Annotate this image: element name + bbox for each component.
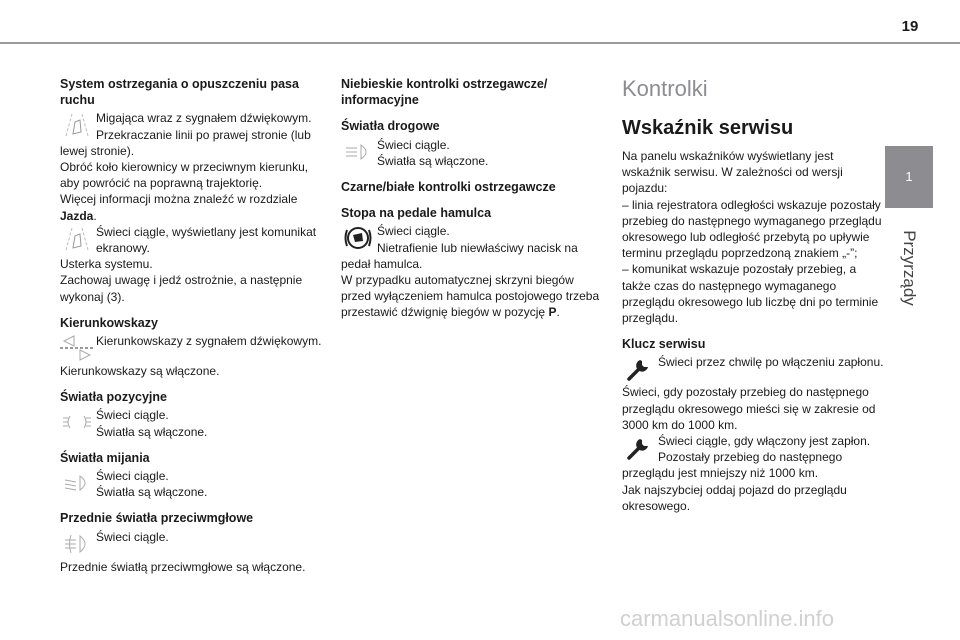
lane-departure-line-4 — [60, 191, 322, 223]
lane-departure-icon — [60, 224, 94, 254]
side-lights-line-2: Światła są włączone. — [96, 424, 208, 439]
lane-departure-line-3: Obróć koło kierownicy w przeciwnym kierunku, aby powrócić na poprawną trajektorię. — [60, 160, 309, 191]
service-bullet-2: – komunikat wskazuje pozostały przebieg, a także czas do następnego wymaganego przeglądu okresowego lub liczbę dni po terminie przeglądu. — [622, 262, 879, 326]
ref-chapter[interactable]: Jazda — [60, 208, 94, 223]
ref-text: Więcej informacji można znaleźć w rozdziale — [60, 192, 298, 207]
fog-lights-line-1: Świeci ciągle. — [96, 529, 169, 544]
service-key-line-4: Jak najszybciej oddaj pojazd do przeglądu okresowego. — [622, 482, 847, 513]
page-title: Kontrolki — [622, 76, 708, 101]
wrench-icon — [622, 354, 656, 384]
service-key-line-2: Świeci, gdy pozostały przebieg do następnego przeglądu okresowego mieści się w zakresie od 3000 km do 1000 km. — [622, 385, 876, 432]
service-intro: Na panelu wskaźników wyświetlany jest wskaźnik serwisu. W zależności od wersji pojazdu: — [622, 149, 843, 196]
blue-warnings-heading: Niebieskie kontrolki ostrzegawcze/ informacyjne — [341, 77, 548, 108]
wrench-icon — [622, 433, 656, 463]
turn-signal-icon — [60, 333, 94, 363]
side-lights-heading: Światła pozycyjne — [60, 390, 167, 405]
lane-departure-heading: System ostrzegania o opuszczeniu pasa ruchu — [60, 77, 299, 108]
ref-dot: . — [93, 208, 97, 223]
lane-departure-line-2: Przekraczanie linii po prawej stronie (lub lewej stronie). — [60, 127, 311, 158]
fog-lights-line-2: Przednie światłą przeciwmgłowe są włączone. — [60, 559, 306, 574]
turn-signals-heading: Kierunkowskazy — [60, 315, 158, 330]
service-key-line-1: Świeci przez chwilę po włączeniu zapłonu. — [658, 355, 884, 370]
lane-departure-icon — [60, 110, 94, 140]
column-1 — [60, 76, 322, 575]
dipped-beam-line-2: Światła są włączone. — [96, 485, 208, 500]
foot-on-brake-icon — [341, 223, 375, 253]
column-2 — [341, 76, 603, 321]
lane-departure-line-1: Migająca wraz z sygnałem dźwiękowym. — [96, 111, 312, 126]
dipped-beam-icon — [60, 468, 94, 498]
service-key-line-3: Świeci ciągle, gdy włączony jest zapłon. Pozostały przebieg do następnego przeglądu jest mniejszy niż 1000 km. — [622, 434, 871, 481]
turn-signals-line-1: Kierunkowskazy z sygnałem dźwiękowym. — [96, 334, 322, 349]
main-beam-line-1: Świeci ciągle. — [377, 137, 450, 152]
main-beam-line-2: Światła są włączone. — [377, 153, 489, 168]
lane-departure-line-6: Usterka systemu. — [60, 257, 153, 272]
side-lights-line-1: Świeci ciągle. — [96, 408, 169, 423]
gear-position: P — [548, 305, 557, 320]
brake-pedal-heading: Stopa na pedale hamulca — [341, 206, 492, 221]
brake-pedal-line-3 — [341, 272, 603, 321]
brake-pedal-line-2: Nietrafienie lub niewłaściwy nacisk na pedał hamulca. — [341, 240, 578, 271]
column-3 — [622, 76, 884, 514]
gear-text: W przypadku automatycznej skrzyni biegów przed wyłączeniem hamulca postojowego trzeba przestawić dźwignię biegów w pozycję — [341, 273, 600, 320]
lane-departure-line-7: Zachowaj uwagę i jedź ostrożnie, a następnie wykonaj (3). — [60, 273, 303, 304]
front-fog-icon — [60, 529, 94, 559]
main-beam-icon — [341, 137, 375, 167]
service-key-heading: Klucz serwisu — [622, 337, 706, 352]
brake-pedal-line-1: Świeci ciągle. — [377, 224, 450, 239]
chapter-tab[interactable] — [885, 146, 933, 208]
side-lights-icon — [60, 407, 94, 437]
dipped-beam-line-1: Świeci ciągle. — [96, 469, 169, 484]
chapter-label — [882, 208, 936, 328]
turn-signals-line-2: Kierunkowskazy są włączone. — [60, 364, 220, 379]
header-rule — [0, 42, 960, 44]
page-number: 19 — [901, 18, 919, 35]
lane-departure-line-5: Świeci ciągle, wyświetlany jest komunikat ekranowy. — [96, 224, 317, 256]
gear-dot: . — [556, 305, 560, 320]
fog-lights-heading: Przednie światła przeciwmgłowe — [60, 511, 254, 526]
chapter-number: 1 — [905, 169, 913, 184]
main-beam-heading: Światła drogowe — [341, 119, 440, 134]
dipped-beam-heading: Światła mijania — [60, 450, 150, 465]
chapter-label-text: Przyrządy — [900, 230, 919, 306]
section-title: Wskaźnik serwisu — [622, 117, 794, 139]
watermark: carmanualsonline.info — [620, 606, 835, 631]
bw-warnings-heading: Czarne/białe kontrolki ostrzegawcze — [341, 180, 556, 195]
service-bullet-1: – linia rejestratora odległości wskazuje pozostały przebieg do następnego wymaganego przeglądu okresowego lub odległość przebytą po upływie terminu przeglądu poprzedzoną znakiem „-”; — [622, 197, 882, 261]
